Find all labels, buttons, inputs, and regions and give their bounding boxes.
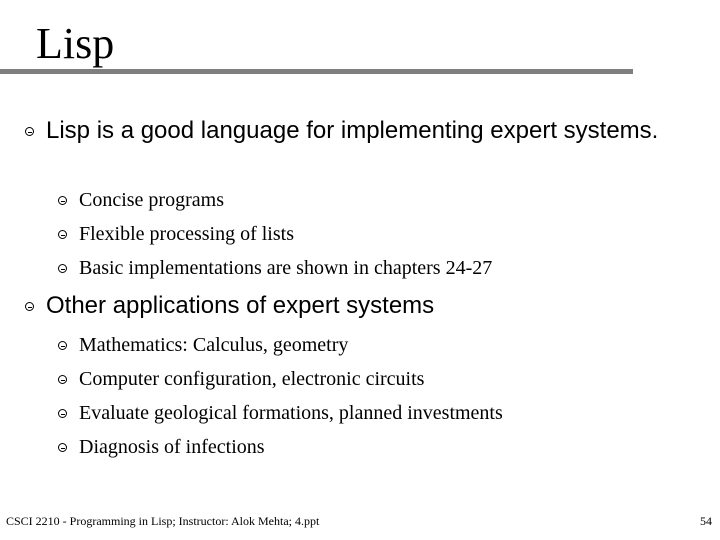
bullet-icon [25,127,34,136]
title-underline [0,69,633,74]
footer-course-info: CSCI 2210 - Programming in Lisp; Instructor: Alok Mehta; 4.ppt [6,514,320,528]
bullet-level-2: Computer configuration, electronic circuits [79,368,425,390]
bullet-icon [58,230,67,239]
bullet-icon [25,302,34,311]
bullet-icon [58,341,67,350]
bullet-level-2: Evaluate geological formations, planned investments [79,402,503,424]
bullet-icon [58,409,67,418]
bullet-level-2: Mathematics: Calculus, geometry [79,334,349,356]
slide-title: Lisp [36,19,115,68]
bullet-level-2: Flexible processing of lists [79,223,294,245]
bullet-level-2: Basic implementations are shown in chapters 24-27 [79,257,493,279]
slide-number: 54 [700,514,712,528]
bullet-level-2: Concise programs [79,189,224,211]
bullet-icon [58,196,67,205]
bullet-icon [58,443,67,452]
bullet-level-2: Diagnosis of infections [79,436,265,458]
bullet-level-1: Other applications of expert systems [46,292,435,319]
bullet-icon [58,375,67,384]
bullet-level-1: Lisp is a good language for implementing expert systems. [46,117,659,144]
bullet-icon [58,264,67,273]
